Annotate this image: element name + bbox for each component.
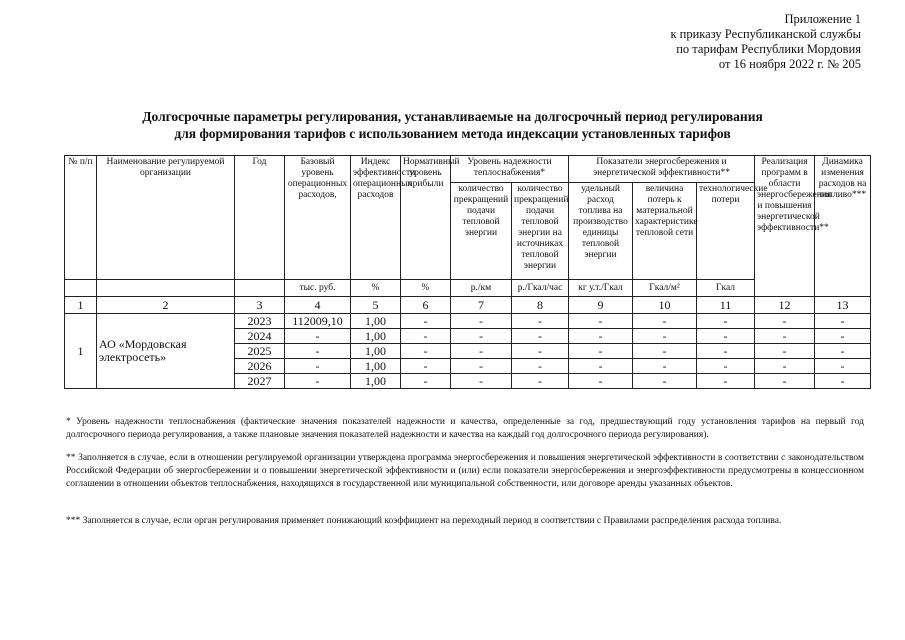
col-num-8: 8 bbox=[512, 297, 569, 314]
appendix-line-4: от 16 ноября 2022 г. № 205 bbox=[718, 57, 861, 71]
cell-year: 2023 bbox=[235, 314, 285, 329]
cell-c11: - bbox=[697, 314, 755, 329]
cell-c11: - bbox=[697, 359, 755, 374]
header-energy-sub-1: удельный расход топлива на производство единицы тепловой энергии bbox=[569, 183, 633, 280]
cell-c11: - bbox=[697, 344, 755, 359]
cell-index: 1,00 bbox=[351, 314, 401, 329]
cell-c10: - bbox=[633, 359, 697, 374]
header-programs: Реализация программ в области энергосбережения и повышения энергетической эффективности** bbox=[755, 156, 815, 297]
cell-c13: - bbox=[815, 374, 871, 389]
cell-c7: - bbox=[451, 314, 512, 329]
header-index: Индекс эффективности операционных расходов bbox=[351, 156, 401, 280]
col-num-12: 12 bbox=[755, 297, 815, 314]
cell-c9: - bbox=[569, 344, 633, 359]
col-num-6: 6 bbox=[401, 297, 451, 314]
cell-index: 1,00 bbox=[351, 344, 401, 359]
header-reliability-sub-1: количество прекращений подачи тепловой энергии bbox=[451, 183, 512, 280]
cell-c13: - bbox=[815, 359, 871, 374]
cell-index: 1,00 bbox=[351, 359, 401, 374]
cell-c9: - bbox=[569, 314, 633, 329]
cell-c10: - bbox=[633, 344, 697, 359]
parameters-table bbox=[64, 155, 871, 389]
title-line-2: для формирования тарифов с использованием метода индексации установленных тарифов bbox=[174, 126, 731, 141]
organization-name: АО «Мордовская электросеть» bbox=[97, 314, 235, 389]
cell-c12: - bbox=[755, 359, 815, 374]
cell-c10: - bbox=[633, 374, 697, 389]
cell-base: - bbox=[285, 329, 351, 344]
cell-c7: - bbox=[451, 344, 512, 359]
cell-profit: - bbox=[401, 374, 451, 389]
cell-c8: - bbox=[512, 374, 569, 389]
appendix-line-2: к приказу Республиканской службы bbox=[670, 27, 861, 41]
cell-c12: - bbox=[755, 329, 815, 344]
cell-c13: - bbox=[815, 314, 871, 329]
cell-index: 1,00 bbox=[351, 329, 401, 344]
header-base: Базовый уровень операционных расходов, bbox=[285, 156, 351, 280]
cell-c9: - bbox=[569, 359, 633, 374]
footnote-3: *** Заполняется в случае, если орган регулирования применяет понижающий коэффициент на переходный период в соответствии с Правилами распределения расхода топлива. bbox=[66, 516, 782, 526]
header-energy: Показатели энергосбережения и энергетической эффективности** bbox=[569, 156, 755, 183]
header-profit: Нормативный уровень прибыли bbox=[401, 156, 451, 280]
cell-base: 112009,10 bbox=[285, 314, 351, 329]
cell-c7: - bbox=[451, 359, 512, 374]
header-num: № п/п bbox=[65, 156, 97, 280]
col-num-7: 7 bbox=[451, 297, 512, 314]
header-energy-sub-2: величина потерь к материальной характеристике тепловой сети bbox=[633, 183, 697, 280]
cell-c8: - bbox=[512, 359, 569, 374]
cell-year: 2027 bbox=[235, 374, 285, 389]
units-row bbox=[65, 280, 871, 297]
cell-c8: - bbox=[512, 329, 569, 344]
cell-year: 2025 bbox=[235, 344, 285, 359]
cell-c11: - bbox=[697, 329, 755, 344]
unit-en1: кг у.т./Гкал bbox=[569, 280, 633, 297]
col-num-9: 9 bbox=[569, 297, 633, 314]
cell-year: 2024 bbox=[235, 329, 285, 344]
cell-c13: - bbox=[815, 344, 871, 359]
cell-c12: - bbox=[755, 314, 815, 329]
col-num-4: 4 bbox=[285, 297, 351, 314]
cell-c12: - bbox=[755, 374, 815, 389]
unit-rel2: р./Гкал/час bbox=[512, 280, 569, 297]
col-num-11: 11 bbox=[697, 297, 755, 314]
cell-c11: - bbox=[697, 374, 755, 389]
unit-empty-3 bbox=[235, 280, 285, 297]
unit-empty-2 bbox=[97, 280, 235, 297]
unit-base: тыс. руб. bbox=[285, 280, 351, 297]
cell-c8: - bbox=[512, 314, 569, 329]
cell-c12: - bbox=[755, 344, 815, 359]
footnote-2: ** Заполняется в случае, если в отношении регулируемой организации утверждена программа энергосбережения и повышения энергетической эффективности в соответствии с законодательством Российской Федерации об энергосбережении и о повышении энергетической эффективности и (или) если показатели энергосбережения и энергоэффективности предусмотрены в концессионном соглашении в отношении объектов теплоснабжения, находящихся в государственной или муниципальной собственности, или договоре аренды указанных объектов. bbox=[66, 453, 864, 489]
column-number-row bbox=[65, 297, 871, 314]
col-num-2: 2 bbox=[97, 297, 235, 314]
cell-c10: - bbox=[633, 329, 697, 344]
unit-rel1: р./км bbox=[451, 280, 512, 297]
table-row bbox=[65, 314, 871, 329]
cell-c7: - bbox=[451, 374, 512, 389]
header-org: Наименование регулируемой организации bbox=[97, 156, 235, 280]
cell-base: - bbox=[285, 359, 351, 374]
cell-c9: - bbox=[569, 329, 633, 344]
header-year: Год bbox=[235, 156, 285, 280]
footnote-1: * Уровень надежности теплоснабжения (фактические значения показателей надежности и качества, определенные за год, предшествующий году установления тарифов на первый год долгосрочного периода регулирования, а также плановые значения показателей надежности и качества на каждый год долгосрочного периода регулирования). bbox=[66, 417, 864, 440]
appendix-line-3: по тарифам Республики Мордовия bbox=[676, 42, 861, 56]
col-num-1: 1 bbox=[65, 297, 97, 314]
row-index: 1 bbox=[65, 314, 97, 389]
header-row-1 bbox=[65, 156, 871, 183]
cell-base: - bbox=[285, 344, 351, 359]
unit-en3: Гкал bbox=[697, 280, 755, 297]
cell-profit: - bbox=[401, 329, 451, 344]
unit-profit: % bbox=[401, 280, 451, 297]
cell-base: - bbox=[285, 374, 351, 389]
col-num-5: 5 bbox=[351, 297, 401, 314]
title-line-1: Долгосрочные параметры регулирования, устанавливаемые на долгосрочный период регулирования bbox=[142, 109, 763, 124]
cell-profit: - bbox=[401, 344, 451, 359]
document-title bbox=[0, 108, 905, 142]
cell-c9: - bbox=[569, 374, 633, 389]
appendix-block bbox=[670, 12, 861, 72]
cell-profit: - bbox=[401, 314, 451, 329]
header-fuel: Динамика изменения расходов на топливо*** bbox=[815, 156, 871, 297]
cell-c10: - bbox=[633, 314, 697, 329]
cell-year: 2026 bbox=[235, 359, 285, 374]
appendix-line-1: Приложение 1 bbox=[784, 12, 861, 26]
cell-c13: - bbox=[815, 329, 871, 344]
col-num-3: 3 bbox=[235, 297, 285, 314]
col-num-13: 13 bbox=[815, 297, 871, 314]
unit-en2: Гкал/м² bbox=[633, 280, 697, 297]
unit-index: % bbox=[351, 280, 401, 297]
cell-c7: - bbox=[451, 329, 512, 344]
cell-index: 1,00 bbox=[351, 374, 401, 389]
header-reliability-sub-2: количество прекращений подачи тепловой энергии на источниках тепловой энергии bbox=[512, 183, 569, 280]
header-reliability: Уровень надежности теплоснабжения* bbox=[451, 156, 569, 183]
header-energy-sub-3: технологические потери bbox=[697, 183, 755, 280]
col-num-10: 10 bbox=[633, 297, 697, 314]
cell-c8: - bbox=[512, 344, 569, 359]
unit-empty-1 bbox=[65, 280, 97, 297]
cell-profit: - bbox=[401, 359, 451, 374]
